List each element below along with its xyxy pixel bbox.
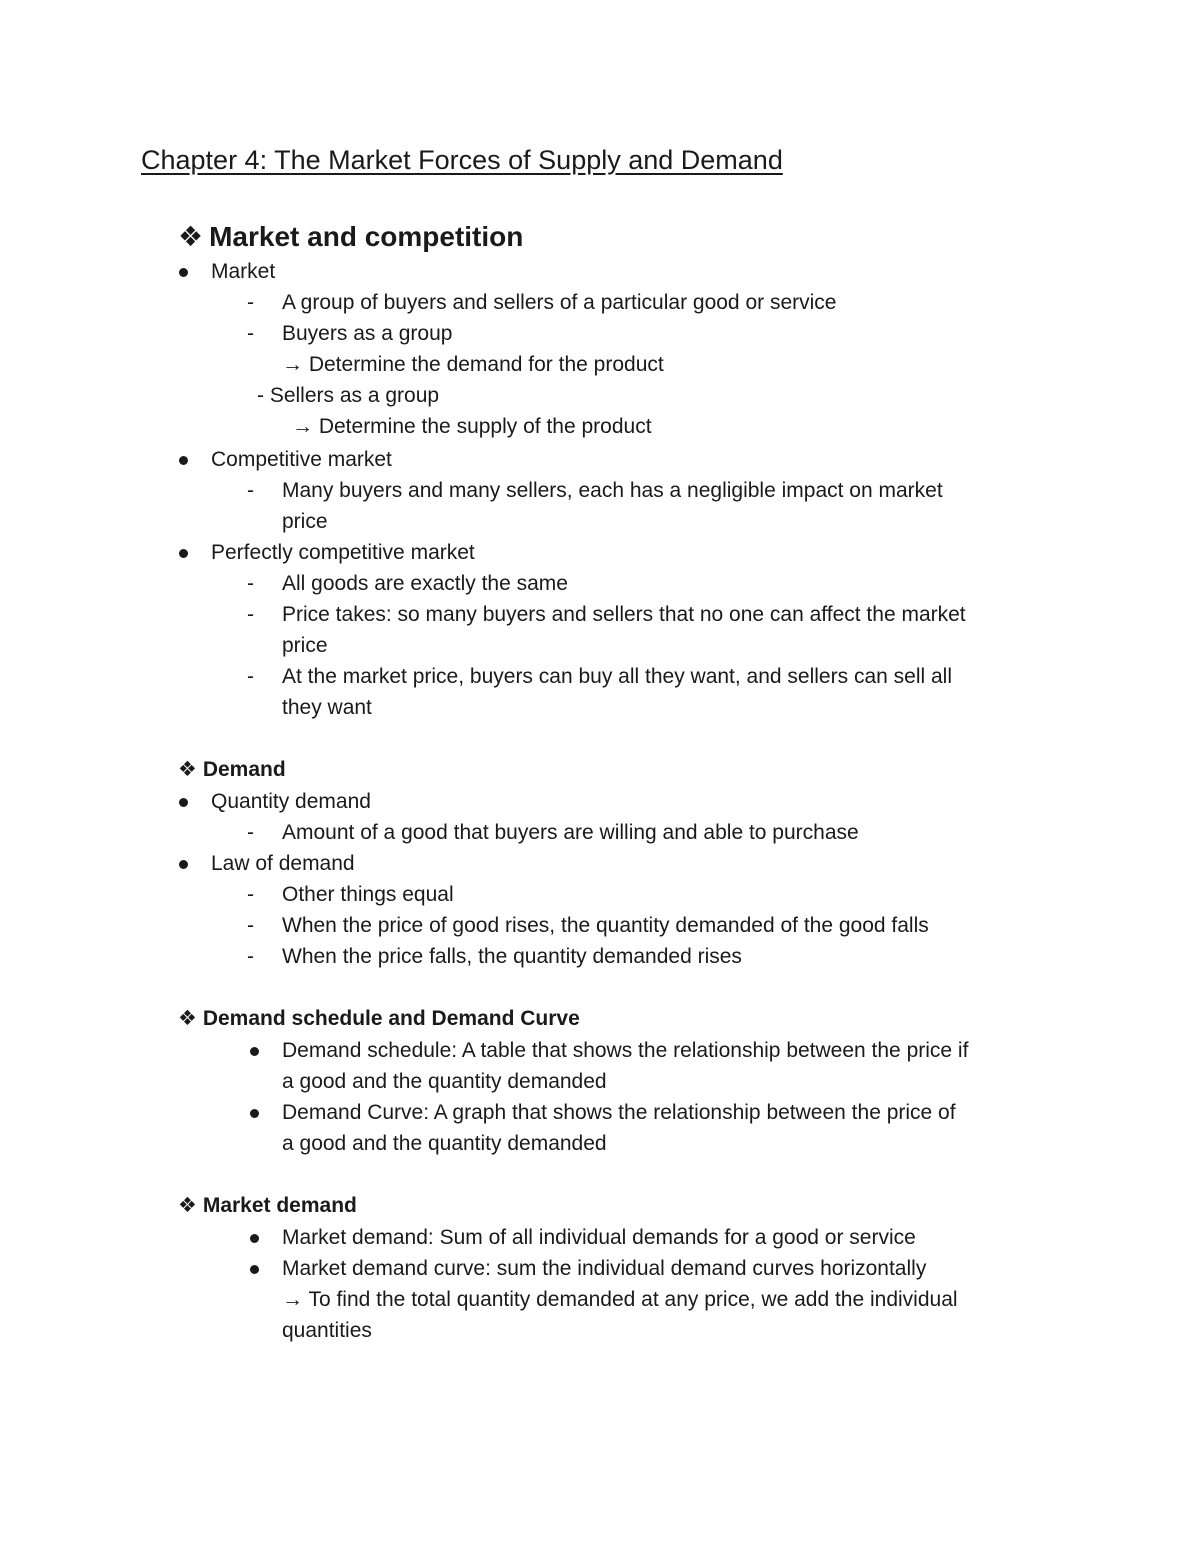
dash-marker: - — [247, 945, 254, 968]
dash-marker: - — [247, 603, 254, 626]
list-item: a good and the quantity demanded — [282, 1132, 607, 1155]
filled-circle-bullet-icon — [179, 549, 188, 558]
dash-marker: - — [247, 479, 254, 502]
filled-circle-bullet-icon — [179, 456, 188, 465]
list-item: → To find the total quantity demanded at any price, we add the individual — [282, 1288, 958, 1311]
list-item: quantities — [282, 1319, 372, 1342]
list-item-market: Market — [211, 260, 276, 283]
list-item-law-of-demand: Law of demand — [211, 852, 355, 875]
list-item: Demand Curve: A graph that shows the relationship between the price of — [282, 1101, 956, 1124]
list-item: Price takes: so many buyers and sellers that no one can affect the market — [282, 603, 966, 626]
dash-marker: - — [247, 291, 254, 314]
four-diamond-ornament-icon: ❖ — [178, 1194, 197, 1217]
list-item: At the market price, buyers can buy all they want, and sellers can sell all — [282, 665, 952, 688]
filled-circle-bullet-icon — [179, 860, 188, 869]
dash-marker: - — [247, 572, 254, 595]
list-item: Market demand: Sum of all individual demands for a good or service — [282, 1226, 916, 1249]
filled-circle-bullet-icon — [179, 798, 188, 807]
list-item: a good and the quantity demanded — [282, 1070, 607, 1093]
section-heading-demand-schedule: ❖ Demand schedule and Demand Curve — [178, 1007, 580, 1030]
dash-marker: - — [247, 665, 254, 688]
list-item: they want — [282, 696, 372, 719]
filled-circle-bullet-icon — [250, 1047, 259, 1056]
list-item: → Determine the supply of the product — [292, 415, 652, 438]
list-item: Many buyers and many sellers, each has a negligible impact on market — [282, 479, 943, 502]
section-heading-market-demand: ❖ Market demand — [178, 1194, 357, 1217]
filled-circle-bullet-icon — [250, 1234, 259, 1243]
list-item-competitive-market: Competitive market — [211, 448, 392, 471]
list-item: - Sellers as a group — [257, 384, 440, 407]
dash-marker: - — [247, 322, 254, 345]
section-heading-market: ❖ Market and competition — [178, 221, 524, 252]
list-item: → Determine the demand for the product — [282, 353, 664, 376]
list-item-perfectly-competitive-market: Perfectly competitive market — [211, 541, 475, 564]
list-item: Market demand curve: sum the individual demand curves horizontally — [282, 1257, 927, 1280]
list-item: price — [282, 510, 328, 533]
section-heading-demand: ❖ Demand — [178, 758, 286, 781]
list-item: Other things equal — [282, 883, 454, 906]
list-item: Buyers as a group — [282, 322, 453, 345]
filled-circle-bullet-icon — [179, 268, 188, 277]
four-diamond-ornament-icon: ❖ — [178, 1007, 197, 1030]
list-item: When the price of good rises, the quantity demanded of the good falls — [282, 914, 929, 937]
list-item: price — [282, 634, 328, 657]
dash-marker: - — [247, 914, 254, 937]
list-item: Demand schedule: A table that shows the relationship between the price if — [282, 1039, 969, 1062]
dash-marker: - — [247, 821, 254, 844]
list-item: All goods are exactly the same — [282, 572, 568, 595]
four-diamond-ornament-icon: ❖ — [178, 758, 197, 781]
list-item: A group of buyers and sellers of a particular good or service — [282, 291, 837, 314]
filled-circle-bullet-icon — [250, 1109, 259, 1118]
dash-marker: - — [247, 883, 254, 906]
list-item: Amount of a good that buyers are willing and able to purchase — [282, 821, 859, 844]
list-item-quantity-demand: Quantity demand — [211, 790, 371, 813]
list-item: When the price falls, the quantity demanded rises — [282, 945, 742, 968]
filled-circle-bullet-icon — [250, 1265, 259, 1274]
page-title: Chapter 4: The Market Forces of Supply and Demand — [141, 145, 783, 175]
four-diamond-ornament-icon: ❖ — [178, 221, 204, 252]
